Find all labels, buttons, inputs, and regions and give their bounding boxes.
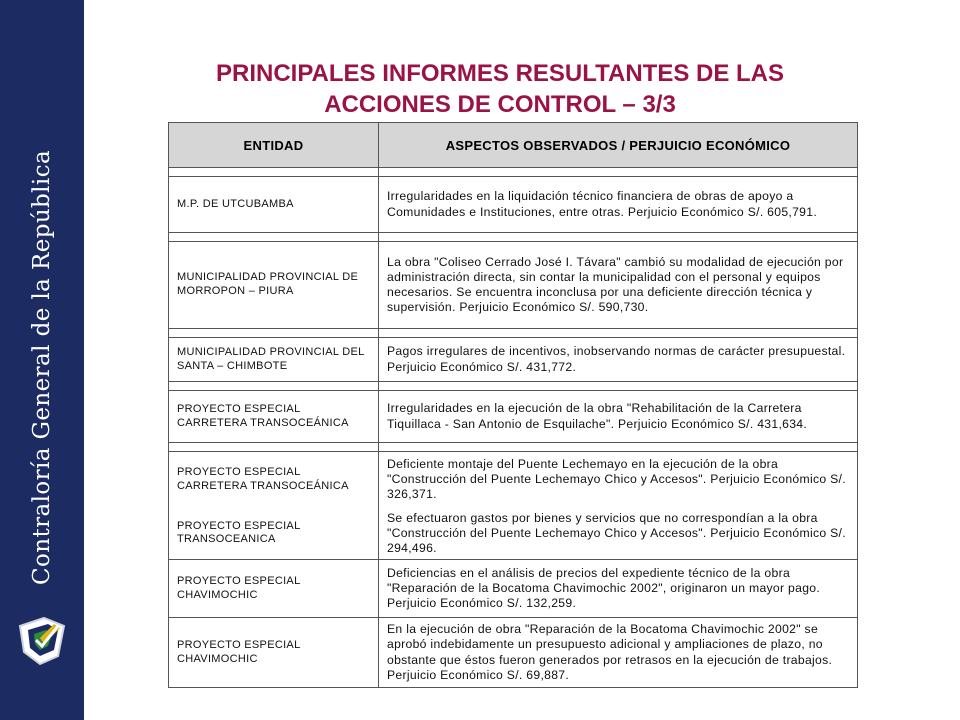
report-table (168, 122, 857, 688)
table-row (169, 391, 858, 443)
table-spacer (169, 382, 858, 391)
table-row (169, 618, 858, 688)
entity-cell: PROYECTO ESPECIAL CARRETERA TRANSOCEÁNICA (169, 452, 379, 508)
institution-name: Contraloría General de la República (29, 149, 55, 585)
page-title-line-2: ACCIONES DE CONTROL – 3/3 (324, 91, 676, 118)
table-row (169, 452, 858, 508)
entity-cell: M.P. DE UTCUBAMBA (169, 177, 379, 233)
entity-cell: PROYECTO ESPECIAL TRANSOCEANICA (169, 508, 379, 560)
contraloria-shield-logo-icon (14, 612, 70, 668)
entity-cell: PROYECTO ESPECIAL CHAVIMOCHIC (169, 618, 379, 688)
sidebar (0, 0, 84, 720)
table-spacer (169, 329, 858, 338)
table-row (169, 242, 858, 329)
aspects-cell: La obra "Coliseo Cerrado José I. Távara" cambió su modalidad de ejecución por administración directa, sin contar la municipalidad con el personal y equipos necesarios. Se encuentra inconclusa por una deficiente dirección técnica y supervisión. Perjuicio Económico S/. 590,730. (379, 242, 858, 329)
table-row (169, 338, 858, 382)
table-row (169, 508, 858, 560)
page-title-line-1: PRINCIPALES INFORMES RESULTANTES DE LAS (215, 60, 785, 87)
table-row (169, 560, 858, 618)
entity-cell: PROYECTO ESPECIAL CHAVIMOCHIC (169, 560, 379, 618)
aspects-cell: En la ejecución de obra "Reparación de la Bocatoma Chavimochic 2002" se aprobó indebidamente un presupuesto adicional y ampliaciones de plazo, no obstante que éstos fueron generados por retrasos en la ejecución de trabajos. Perjuicio Económico S/. 69,887. (379, 618, 858, 688)
aspects-cell: Se efectuaron gastos por bienes y servicios que no correspondían a la obra "Construcción del Puente Lechemayo Chico y Accesos". Perjuicio Económico S/. 294,496. (379, 508, 858, 560)
entity-cell: MUNICIPALIDAD PROVINCIAL DEL SANTA – CHIMBOTE (169, 338, 379, 382)
aspects-cell: Deficiente montaje del Puente Lechemayo en la ejecución de la obra "Construcción del Puente Lechemayo Chico y Accesos". Perjuicio Económico S/. 326,371. (379, 452, 858, 508)
table-spacer (169, 168, 858, 177)
table-spacer (169, 443, 858, 452)
aspects-cell: Deficiencias en el análisis de precios del expediente técnico de la obra "Reparación de la Bocatoma Chavimochic 2002", originaron un mayor pago. Perjuicio Económico S/. 132,259. (379, 560, 858, 618)
entity-cell: MUNICIPALIDAD PROVINCIAL DE MORROPON – PIURA (169, 242, 379, 329)
aspects-cell: Pagos irregulares de incentivos, inobservando normas de carácter presupuestal. Perjuicio Económico S/. 431,772. (379, 338, 858, 382)
aspects-cell: Irregularidades en la liquidación técnico financiera de obras de apoyo a Comunidades e Instituciones, entre otras. Perjuicio Económico S/. 605,791. (379, 177, 858, 233)
header-aspects: ASPECTOS OBSERVADOS / PERJUICIO ECONÓMICO (379, 123, 858, 168)
table-row (169, 177, 858, 233)
page-title (130, 58, 870, 120)
table-spacer (169, 233, 858, 242)
table-header-row (169, 123, 858, 168)
aspects-cell: Irregularidades en la ejecución de la obra "Rehabilitación de la Carretera Tiquillaca - San Antonio de Esquilache". Perjuicio Económico S/. 431,634. (379, 391, 858, 443)
entity-cell: PROYECTO ESPECIAL CARRETERA TRANSOCEÁNICA (169, 391, 379, 443)
header-entity: ENTIDAD (169, 123, 379, 168)
